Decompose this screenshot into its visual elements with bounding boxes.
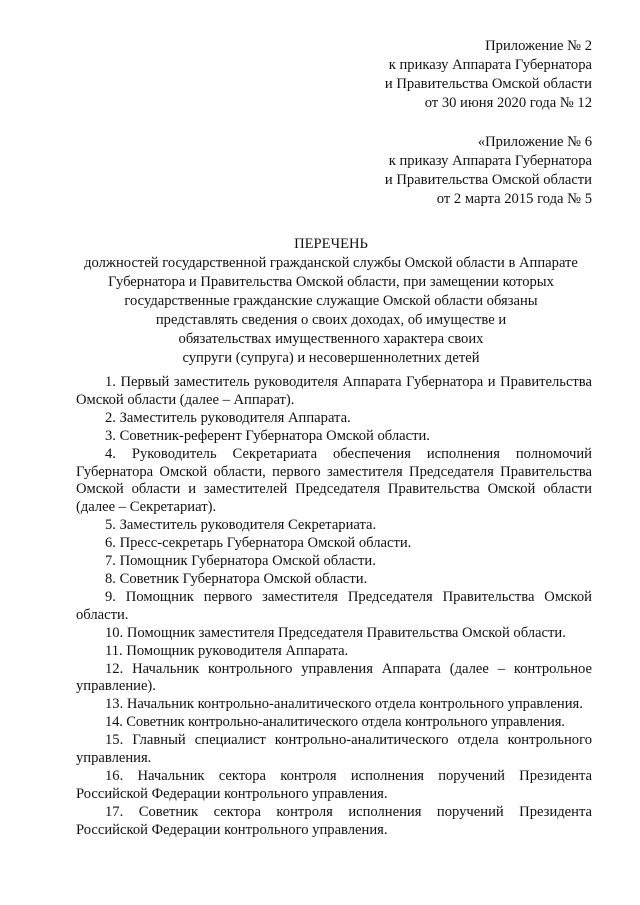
list-item: 5. Заместитель руководителя Секретариата. (105, 517, 377, 534)
positions-list (76, 374, 592, 840)
list-item: 13. Начальник контрольно-аналитического отдела контрольного управления. (105, 696, 583, 713)
list-item: 10. Помощник заместителя Председателя Правительства Омской области. (105, 624, 566, 641)
title-heading: ПЕРЕЧЕНЬ (294, 236, 368, 252)
list-item: 11. Помощник руководителя Аппарата. (105, 642, 349, 659)
list-item: 16. Начальник сектора контроля исполнения поручений Президента Российской Федерации контрольного управления. (76, 767, 592, 802)
list-item: 2. Заместитель руководителя Аппарата. (105, 409, 351, 426)
annex-line: от 2 марта 2015 года № 5 (436, 191, 592, 207)
annex-line: и Правительства Омской области (384, 76, 592, 92)
title-line: государственные гражданские служащие Омской области обязаны (124, 293, 538, 309)
list-item: 12. Начальник контрольного управления Аппарата (далее – контрольное управление). (76, 660, 592, 695)
annex-header-previous (385, 133, 592, 209)
list-item: 9. Помощник первого заместителя Председателя Правительства Омской области. (76, 588, 592, 623)
annex-line: и Правительства Омской области (384, 172, 592, 188)
list-item: 4. Руководитель Секретариата обеспечения исполнения полномочий Губернатора Омской области, первого заместителя Председателя Правительства Омской области и заместителей Председателя Правительства Омской области (далее – Секретариат). (76, 445, 592, 516)
title-line: Губернатора и Правительства Омской области, при замещении которых (108, 274, 554, 290)
title-line: представлять сведения о своих доходах, об имуществе и (155, 312, 507, 328)
list-item: 1. Первый заместитель руководителя Аппарата Губернатора и Правительства Омской области (далее – Аппарат). (76, 374, 592, 408)
list-item: 3. Советник-референт Губернатора Омской области. (105, 427, 430, 444)
annex-line: к приказу Аппарата Губернатора (388, 153, 592, 169)
annex-line: от 30 июня 2020 года № 12 (424, 95, 592, 111)
list-item: 6. Пресс-секретарь Губернатора Омской области. (105, 535, 412, 552)
list-item: 7. Помощник Губернатора Омской области. (105, 553, 376, 570)
list-item: 8. Советник Губернатора Омской области. (105, 570, 368, 587)
annex-line: «Приложение № 6 (477, 134, 592, 150)
annex-line: к приказу Аппарата Губернатора (388, 57, 592, 73)
title-line: должностей государственной гражданской службы Омской области в Аппарате (84, 255, 578, 271)
list-item: 15. Главный специалист контрольно-аналитического отдела контрольного управления. (76, 732, 592, 767)
title-line: обязательствах имущественного характера своих (178, 331, 484, 347)
document-title (70, 235, 592, 368)
annex-line: Приложение № 2 (485, 38, 592, 54)
title-line: супруги (супруга) и несовершеннолетних детей (182, 350, 480, 366)
annex-header-current (385, 37, 592, 113)
list-item: 17. Советник сектора контроля исполнения поручений Президента Российской Федерации контрольного управления. (76, 803, 592, 838)
list-item: 14. Советник контрольно-аналитического отдела контрольного управления. (105, 714, 565, 731)
